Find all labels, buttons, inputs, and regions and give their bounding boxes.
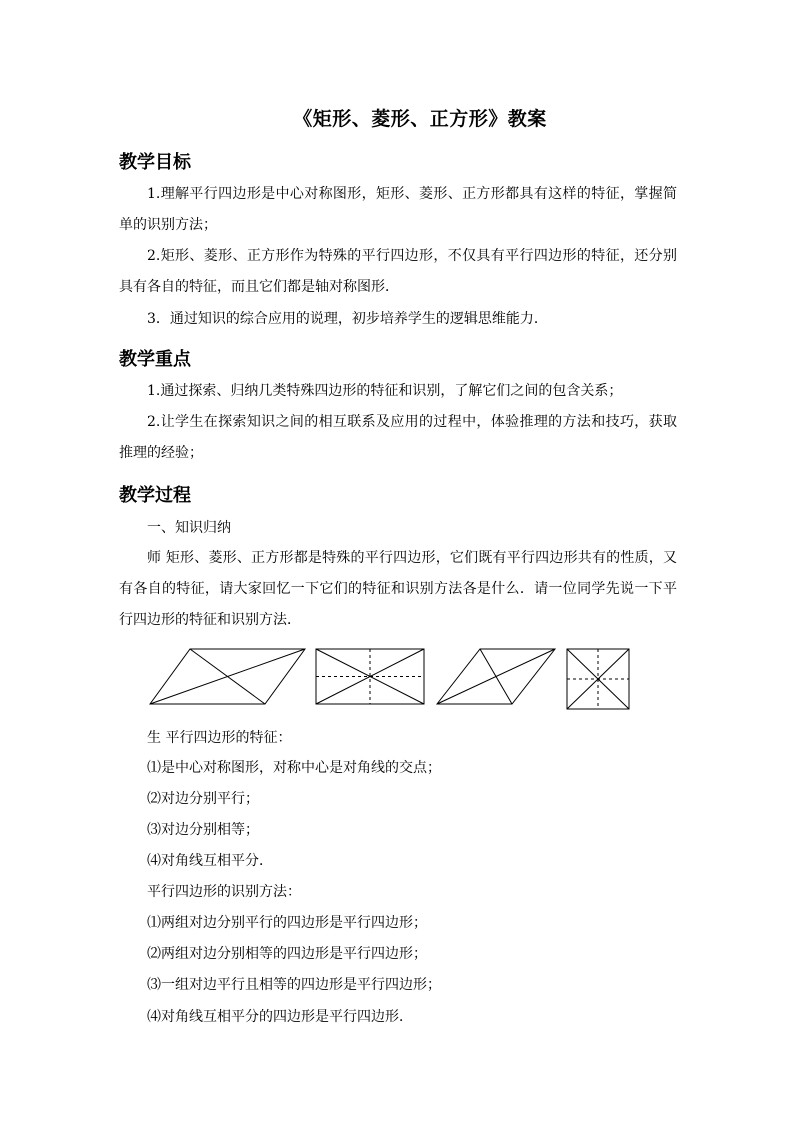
method-item-2: ⑵两组对边分别相等的四边形是平行四边形； xyxy=(147,946,427,962)
feature-item-4: ⑷对角线互相平分． xyxy=(147,853,273,869)
heading-process: 教学过程 xyxy=(119,485,191,506)
square-figure xyxy=(567,649,629,709)
method-item-1: ⑴两组对边分别平行的四边形是平行四边形； xyxy=(147,915,427,931)
feature-item-3: ⑶对边分别相等； xyxy=(147,822,259,838)
feature-item-2: ⑵对边分别平行； xyxy=(147,791,259,807)
student-intro: 生 平行四边形的特征： xyxy=(147,730,292,746)
method-item-4: ⑷对角线互相平分的四边形是平行四边形． xyxy=(147,1009,413,1025)
feature-item-1: ⑴是中心对称图形，对称中心是对角线的交点； xyxy=(147,760,441,776)
goal-item-3: 3．通过知识的综合应用的说理，初步培养学生的逻辑思维能力． xyxy=(147,311,548,327)
heading-key-points: 教学重点 xyxy=(119,349,191,370)
method-item-3: ⑶一组对边平行且相等的四边形是平行四边形； xyxy=(147,977,441,993)
key-point-item-2: 2.让学生在探索知识之间的相互联系及应用的过程中，体验推理的方法和技巧，获取推理的经验； xyxy=(119,414,677,461)
key-point-item-1: 1.通过探索、归纳几类特殊四边形的特征和识别，了解它们之间的包含关系； xyxy=(147,383,623,399)
rectangle-figure xyxy=(316,649,424,704)
parallelogram-figure xyxy=(150,649,305,704)
teacher-paragraph: 师 矩形、菱形、正方形都是特殊的平行四边形，它们既有平行四边形共有的性质，又有各自的特征，请大家回忆一下它们的特征和识别方法各是什么．请一位同学先说一下平行四边形的特征和识别方法． xyxy=(119,550,677,628)
goal-item-1: 1.理解平行四边形是中心对称图形，矩形、菱形、正方形都具有这样的特征，掌握简单的识别方法； xyxy=(119,186,677,233)
goal-item-2: 2.矩形、菱形、正方形作为特殊的平行四边形，不仅具有平行四边形的特征，还分别具有各自的特征，而且它们都是轴对称图形． xyxy=(119,248,677,295)
process-subheading: 一、知识归纳 xyxy=(147,520,231,536)
rhombus-figure xyxy=(437,649,555,704)
methods-intro: 平行四边形的识别方法： xyxy=(147,884,301,900)
page-title: 《矩形、菱形、正方形》教案 xyxy=(293,108,547,130)
heading-goals: 教学目标 xyxy=(119,152,191,173)
quadrilateral-figures xyxy=(145,645,635,715)
